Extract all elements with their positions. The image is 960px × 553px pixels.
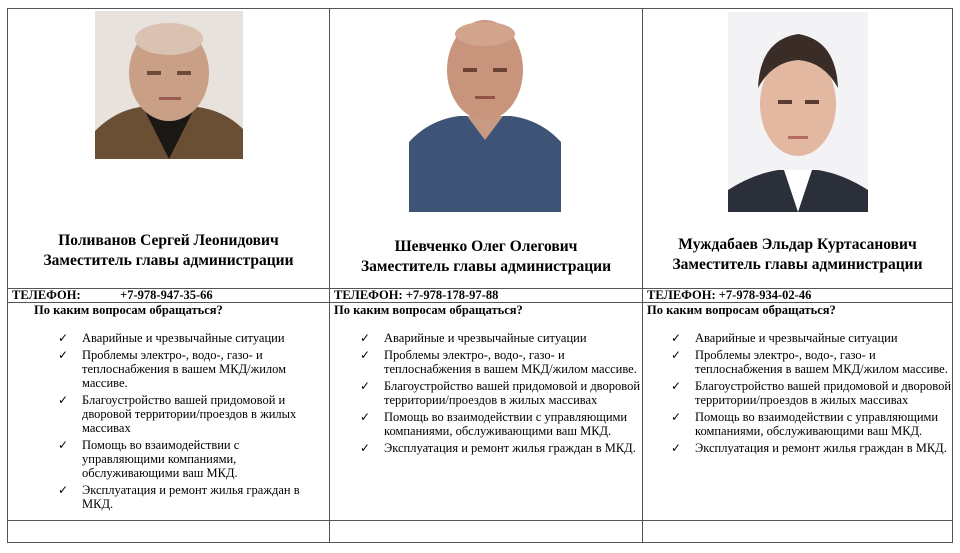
checkmark-icon: ✓ xyxy=(671,348,682,362)
phone-label: ТЕЛЕФОН: xyxy=(12,288,81,302)
question-heading: По каким вопросам обращаться? xyxy=(334,303,523,317)
checkmark-icon: ✓ xyxy=(58,331,69,345)
checkmark-icon: ✓ xyxy=(671,441,682,455)
phone-number[interactable]: +7-978-934-02-46 xyxy=(718,288,812,302)
row-divider xyxy=(8,520,329,521)
checkmark-icon: ✓ xyxy=(671,331,682,345)
checkmark-icon: ✓ xyxy=(671,410,682,424)
list-item: ✓ Аварийные и чрезвычайные ситуации xyxy=(671,331,898,345)
phone-label: ТЕЛЕФОН: xyxy=(647,288,716,302)
photo-portrait xyxy=(409,12,561,212)
list-item: ✓ Эксплуатация и ремонт жилья граждан в МКД. xyxy=(671,441,947,455)
checkmark-icon: ✓ xyxy=(58,438,69,452)
person-info xyxy=(643,235,952,275)
list-item: ✓ Аварийные и чрезвычайные ситуации xyxy=(360,331,587,345)
person-position: Заместитель главы администрации xyxy=(360,258,612,275)
person-name: Шевченко Олег Олегович xyxy=(394,238,578,255)
list-item: ✓ Аварийные и чрезвычайные ситуации xyxy=(58,331,285,345)
checkmark-icon: ✓ xyxy=(360,348,371,362)
contact-card-1 xyxy=(8,9,330,542)
checkmark-icon: ✓ xyxy=(58,393,69,407)
list-item: ✓ Помощь во взаимодействии с управляющими компаниями, обслуживающими ваш МКД. xyxy=(360,410,628,438)
checkmark-icon: ✓ xyxy=(360,410,371,424)
phone-number[interactable]: +7-978-178-97-88 xyxy=(405,288,499,302)
phone-row xyxy=(330,288,642,303)
checkmark-icon: ✓ xyxy=(360,379,371,393)
list-item: ✓ Проблемы электро-, водо-, газо- и теплоснабжения в вашем МКД/жилом массиве. xyxy=(360,348,637,376)
person-name: Муждабаев Эльдар Куртасанович xyxy=(678,236,917,253)
contact-card-2 xyxy=(330,9,643,542)
person-info xyxy=(8,231,329,271)
list-item: ✓ Проблемы электро-, водо-, газо- и теплоснабжения в вашем МКД/жилом массиве. xyxy=(58,348,287,390)
list-item: ✓ Эксплуатация и ремонт жилья граждан в МКД. xyxy=(360,441,636,455)
row-divider xyxy=(330,520,642,521)
topics-list xyxy=(360,331,642,458)
person-position: Заместитель главы администрации xyxy=(672,256,923,273)
photo-portrait xyxy=(728,12,868,212)
phone-label: ТЕЛЕФОН: xyxy=(334,288,403,302)
contacts-table xyxy=(7,8,953,543)
phone-row xyxy=(643,288,952,303)
topics-list xyxy=(58,331,310,514)
list-item: ✓ Помощь во взаимодействии с управляющими компаниями, обслуживающими ваш МКД. xyxy=(58,438,240,480)
question-heading: По каким вопросам обращаться? xyxy=(34,303,223,317)
person-name: Поливанов Сергей Леонидович xyxy=(58,232,279,249)
list-item: ✓ Благоустройство вашей придомовой и дворовой территории/проездов в жилых массивах xyxy=(360,379,641,407)
list-item: ✓ Проблемы электро-, водо-, газо- и теплоснабжения в вашем МКД/жилом массиве. xyxy=(671,348,948,376)
list-item: ✓ Благоустройство вашей придомовой и дворовой территории/проездов в жилых массивах xyxy=(58,393,297,435)
checkmark-icon: ✓ xyxy=(58,348,69,362)
list-item: ✓ Благоустройство вашей придомовой и дворовой территории/проездов в жилых массивах xyxy=(671,379,952,407)
row-divider xyxy=(643,520,952,521)
phone-number[interactable]: +7-978-947-35-66 xyxy=(120,288,213,302)
person-position: Заместитель главы администрации xyxy=(43,252,294,269)
person-info xyxy=(330,237,642,277)
list-item: ✓ Помощь во взаимодействии с управляющими компаниями, обслуживающими ваш МКД. xyxy=(671,410,939,438)
phone-row xyxy=(8,288,329,303)
topics-list xyxy=(671,331,951,458)
question-heading: По каким вопросам обращаться? xyxy=(647,303,836,317)
list-item: ✓ Эксплуатация и ремонт жилья граждан в МКД. xyxy=(58,483,300,511)
checkmark-icon: ✓ xyxy=(360,441,371,455)
contact-card-3 xyxy=(643,9,952,542)
photo-portrait xyxy=(95,11,243,159)
checkmark-icon: ✓ xyxy=(360,331,371,345)
checkmark-icon: ✓ xyxy=(671,379,682,393)
checkmark-icon: ✓ xyxy=(58,483,69,497)
